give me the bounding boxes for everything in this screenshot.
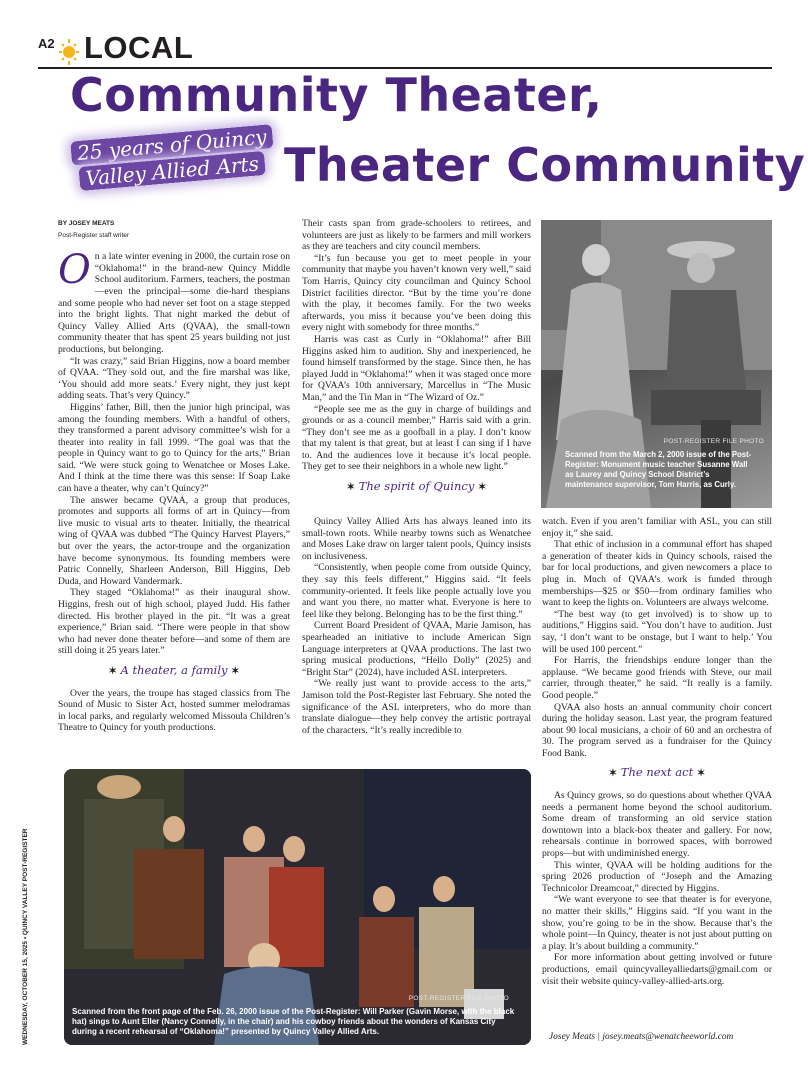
photo-credit: POST-REGISTER FILE PHOTO [663, 438, 764, 445]
sun-icon [58, 37, 80, 67]
photo-rehearsal-oklahoma [64, 769, 531, 1045]
paragraph: They staged “Oklahoma!” as their inaugural show. Higgins, fresh out of high school, played Judd. His father directed. His brother played in the pit. “It was a great experience,” Brian said. “There were people in that show who had never done theater before—and some of them are still doing it 25 years later.” [58, 587, 290, 657]
paragraph: watch. Even if you aren’t familiar with ASL, you can still enjoy it,” she said. [542, 516, 772, 539]
paragraph: As Quincy grows, so do questions about whether QVAA needs a permanent home beyond the school auditorium. Some dream of transforming an old service station downtown into a black-box theater and gallery. For now, rehearsals continue in borrowed spaces, with borrowed props—but with undiminished energy. [542, 790, 772, 860]
article-column-1 [58, 218, 290, 734]
paragraph: The answer became QVAA, a group that produces, promotes and supports all forms of art in Quincy—from live music to visual arts to theater. Initially, the theatrical wing of QVAA was dubbed “The Quincy Harvest Players,” but over the years, the actor-troupe and the organization have become synonymous. Its founding members were Patric Connelly, Sharleen Anderson, Bill Higgins, Deb Duda, and Howard Vandermark. [58, 494, 290, 587]
subhead-a-theater-a-family: ✶ A theater, a family ✶ [108, 662, 240, 677]
page-number: A2 [38, 36, 55, 51]
photo-credit: POST-REGISTER FILE PHOTO [408, 995, 509, 1002]
paragraph: QVAA also hosts an annual community choir concert during the holiday season. Last year, the program featured about 90 local musicians, a choir of 60 and an orchestra of 30. The program served as a fundraiser for the Quincy Food Bank. [542, 701, 772, 759]
paragraph: This winter, QVAA will be holding auditions for the spring 2026 production of “Joseph and the Amazing Technicolor Dreamcoat,” directed by Higgins. [542, 859, 772, 894]
paragraph: For Harris, the friendships endure longer than the applause. “We became good friends with Steve, our mail carrier, through theater,” he said. “It really is a family. Good people.” [542, 655, 772, 701]
paragraph: “We want everyone to see that theater is for everyone, no matter their skills,” Higgins said. “If you want in the show, you’re going to be in the show. Because that’s the whole point—In Quincy, theater is not just about putting on a play. It’s about building a community.” [542, 894, 772, 952]
article-column-3 [542, 516, 772, 987]
photo-caption: Scanned from the front page of the Feb. 26, 2000 issue of the Post-Register: Will Parker (Gavin Morse, with the black hat) sings to Aunt Eller (Nancy Connelly, in the chair) and his cowboy friends about the wonders of Kansas City during a recent rehearsal of “Oklahoma!” presented by Quincy Valley Allied Arts. [72, 1007, 515, 1036]
headline-line-2: Theater Community [284, 138, 806, 192]
section-title: LOCAL [84, 30, 194, 65]
paragraph: For more information about getting involved or future productions, email quincyvalleyalliedarts@gmail.com or visit their website quincy-valley-allied-arts.org. [542, 952, 772, 987]
subhead-the-next-act: ✶ The next act ✶ [608, 765, 706, 780]
drop-cap: O [58, 247, 91, 294]
dateline-sidebar: WEDNESDAY, OCTOBER 15, 2025 • QUINCY VALLEY POST-REGISTER [22, 828, 29, 1045]
byline: BY JOSEY MEATS [58, 220, 115, 227]
paragraph: Their casts span from grade-schoolers to retirees, and volunteers are just as likely to be farmers and mill workers as they are teachers and city council members. [302, 218, 531, 253]
paragraph: Quincy Valley Allied Arts has always leaned into its small-town roots. While nearby towns such as Wenatchee and Moses Lake draw on larger talent pools, Quincy insists on inclusiveness. [302, 516, 531, 562]
subhead-the-spirit-of-quincy: ✶ The spirit of Quincy ✶ [346, 479, 487, 494]
paragraph: Current Board President of QVAA, Marie Jamison, has spearheaded an initiative to include American Sign Language interpreters at QVAA productions. The last two spring musical productions, “Hello Dolly” (2025) and “Bright Star” (2024), have included ASL interpreters. [302, 620, 531, 678]
byline-title: Post-Register staff writer [58, 231, 130, 239]
photo-caption: Scanned from the March 2, 2000 issue of the Post-Register: Monument music teacher Susanne Wall as Laurey and Quincy School District’s maintenance supervisor, Tom Harris, as Curly. [565, 450, 752, 489]
photo-illustration [64, 769, 531, 1045]
headline-subhead: 25 years of Quincy Valley Allied Arts [70, 123, 272, 192]
paragraph: “It was crazy,” said Brian Higgins, now a board member of QVAA. “They sold out, and the fire marshal was like, ‘You should add more seats.’ Every night, they just kept adding seats. That’s very Quincy.” [58, 355, 290, 402]
paragraph: “We really just want to provide access to the arts,” Jamison told the Post-Register last February. She noted the significance of the ASL interpreters, who do more than translate dialogue—they help convey the artistic portrayal of the characters. “It’s really incredible to [302, 678, 531, 736]
paragraph: Over the years, the troupe has staged classics from The Sound of Music to Sister Act, hosted summer melodramas in local parks, and regularly welcomed Missoula Children’s Theatre to Quincy for youth productions. [58, 687, 290, 734]
paragraph: Higgins’ father, Bill, then the junior high principal, was among the founding members. With a handful of others, they transformed a parent advisory committee’s wish for a theater into reality in fall 1999. “The goal was that the people in Quincy want to go to Quincy for the arts,” Brian said. “We were stuck going to Wenatchee or Moses Lake. And I think at the time there was this sense: If Soap Lake can have a theater, why can’t Quincy?” [58, 401, 290, 495]
paragraph: “People see me as the guy in charge of buildings and grounds or as a council member,” Harris said with a grin. “They don’t see me as a goofball in a play. I don’t know that my talent is that great, but at least I can sing if I have to. And the audiences love it because it’s local people. They get to see their neighbors in a whole new light.” [302, 403, 531, 473]
paragraph: Harris was cast as Curly in “Oklahoma!” after Bill Higgins asked him to audition. Shy and inexperienced, he found himself transformed by the stage. Since then, he has played Judd in “Oklahoma!” when it was staged once more for QVAA’s 10th anniversary, Marcellus in “The Music Man,” and the Tin Man in “The Wizard of Oz.” [302, 333, 531, 403]
article-column-2b [302, 516, 531, 736]
paragraph: “Consistently, when people come from outside Quincy, they say this feels different,” Higgins said. “It feels community-oriented. It feels like people actually love you and want you there, no matter what. Everyone is here to feel like they belong. Belonging has to be the first thing.” [302, 562, 531, 620]
author-signoff: Josey Meats | josey.meats@wenatcheeworld.com [549, 1032, 734, 1042]
paragraph: That ethic of inclusion in a communal effort has shaped a generation of theater kids in Quincy schools, raised the bar for local productions, and given newcomers a place to plug in. Much of QVAA’s work is funded through memberships—$25 or $50—from ordinary families who want to keep the lights on. Volunteers are always welcome. [542, 539, 772, 609]
photo-laurey-and-curly [541, 220, 772, 508]
paragraph: “The best way (to get involved) is to show up to auditions,” Higgins said. “You don’t have to audition. Just say, ‘I don’t want to be onstage, but I want to help.’ You will be used 100 percent.” [542, 608, 772, 655]
paragraph: On a late winter evening in 2000, the curtain rose on “Oklahoma!” in the brand-new Quincy Middle School auditorium. Farmers, teachers, the postman—even the principal—some die-hard thespians and some people who had never set foot on a stage stepped into the bright lights. That night marked the debut of Quincy Valley Allied Arts (QVAA), the small-town community theater that has spent 25 years building not just productions, but belonging. [58, 247, 290, 355]
paragraph: “It’s fun because you get to meet people in your community that maybe you haven’t known very well,” said Tom Harris, Quincy city councilman and Quincy School District facilities director. “But by the time you’re done with the play, it becomes family. For the two weeks afterwards, you miss it because you’ve been doing this every night with somebody for three months.” [302, 252, 531, 334]
headline-line-1: Community Theater, [70, 68, 603, 122]
article-column-2 [302, 218, 531, 504]
